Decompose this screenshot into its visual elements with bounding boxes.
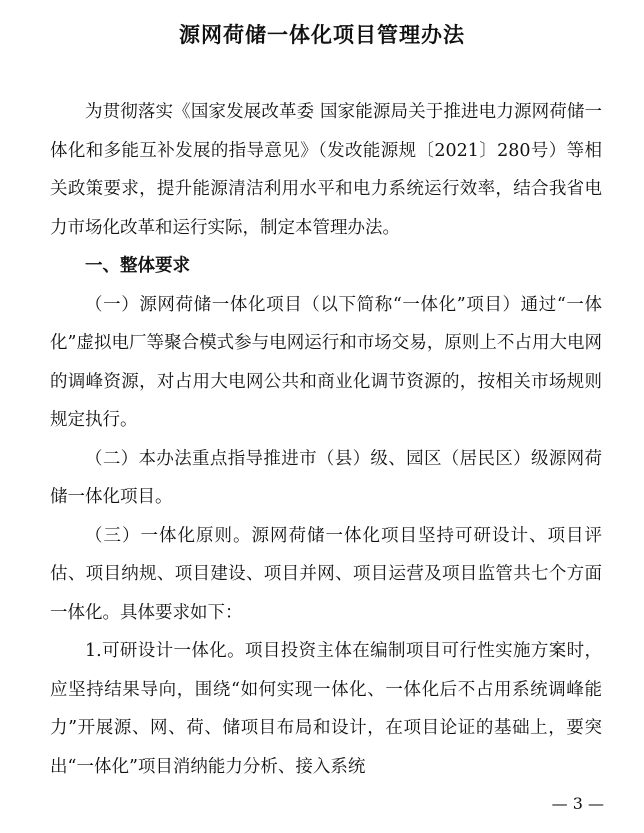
section-heading: 一、整体要求 <box>85 256 190 276</box>
document-title: 源网荷储一体化项目管理办法 <box>179 23 465 47</box>
paragraph-1: （一）源网荷储一体化项目（以下简称“一体化”项目）通过“一体化”虚拟电厂等聚合模式参与电网运行和市场交易，原则上不占用大电网的调峰资源，对占用大电网公共和商业化调节资源的，按相关市场规则规定执行。 <box>50 294 602 430</box>
paragraph-4: 1.可研设计一体化。项目投资主体在编制项目可行性实施方案时，应坚持结果导向，围绕“如何实现一体化、一体化后不占用系统调峰能力”开展源、网、荷、储项目布局和设计，在项目论证的基础上，要突出“一体化”项目消纳能力分析、接入系统 <box>50 641 602 777</box>
paragraph-2: （二）本办法重点指导推进市（县）级、园区（居民区）级源网荷储一体化项目。 <box>50 448 602 507</box>
intro-paragraph: 为贯彻落实《国家发展改革委 国家能源局关于推进电力源网荷储一体化和多能互补发展的指导意见》（发改能源规〔2021〕280号）等相关政策要求，提升能源清洁利用水平和电力系统运行效率，结合我省电力市场化改革和运行实际，制定本管理办法。 <box>50 102 602 238</box>
document-body <box>50 93 602 786</box>
paragraph-3: （三）一体化原则。源网荷储一体化项目坚持可研设计、项目评估、项目纳规、项目建设、项目并网、项目运营及项目监管共七个方面一体化。具体要求如下： <box>50 525 602 623</box>
page-number: — 3 — <box>551 794 604 813</box>
